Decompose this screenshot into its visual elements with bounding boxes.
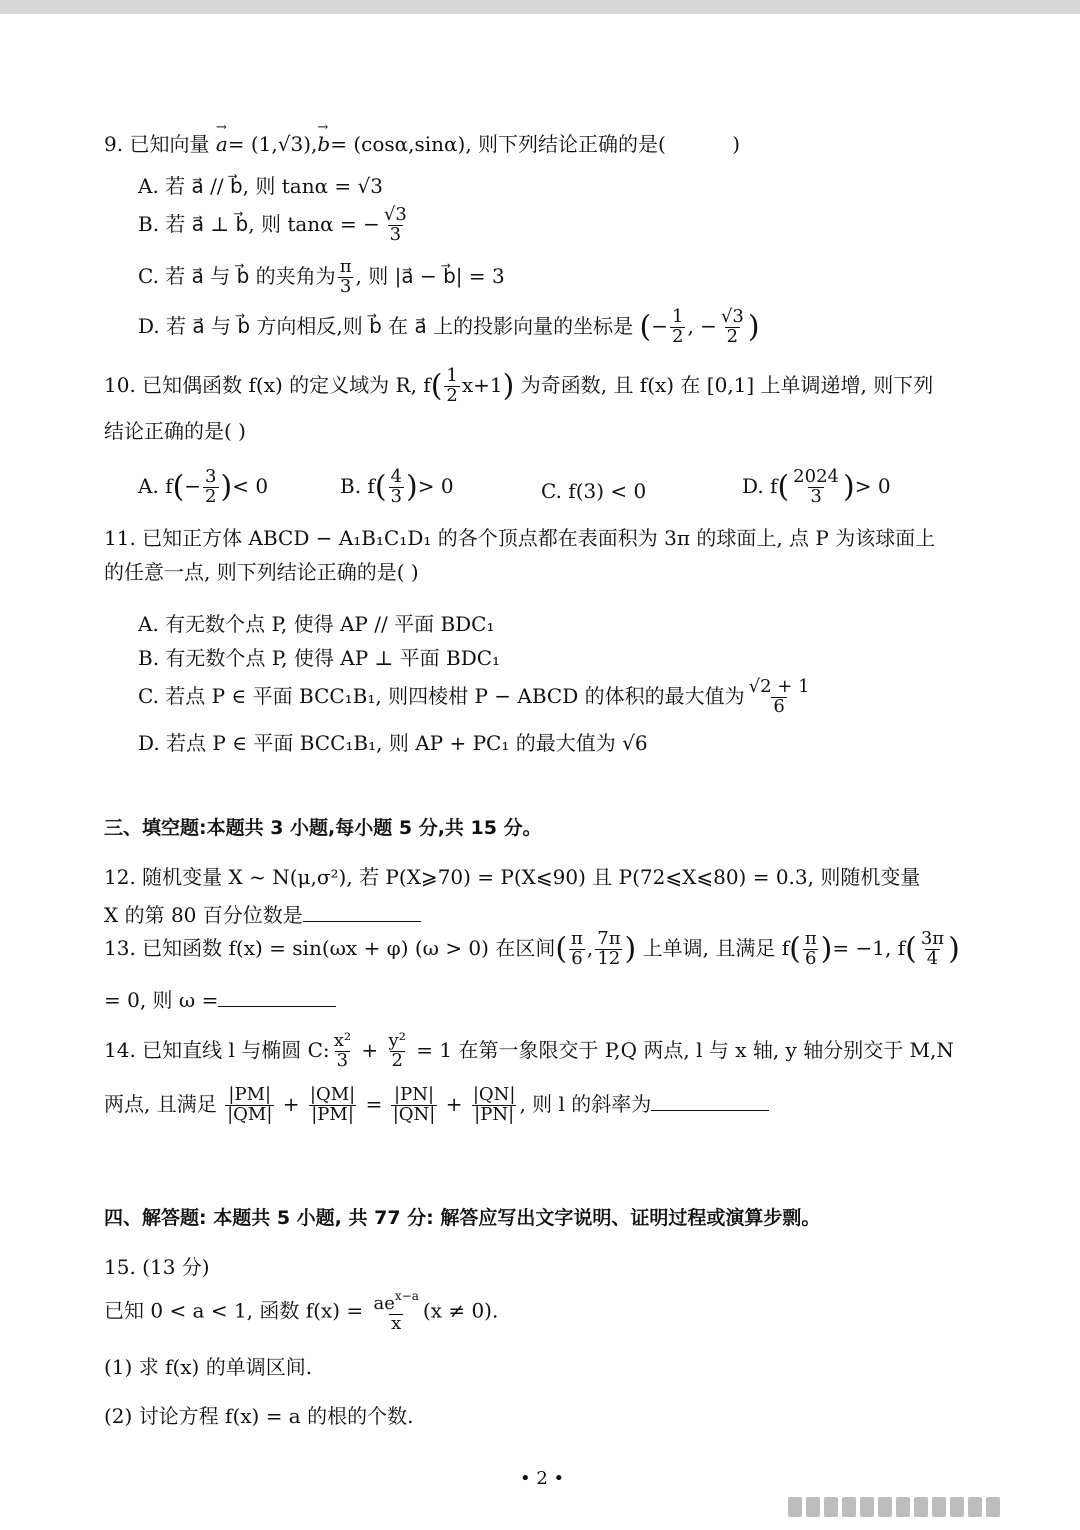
vector-a: → a: [216, 134, 228, 154]
q12-line2-text: X 的第 80 百分位数是: [104, 903, 303, 927]
q10-b-num: 4: [390, 466, 402, 487]
q13-stem-line2: [104, 986, 336, 1010]
q9-d-frac2: [719, 308, 746, 347]
q11-option-d: D. 若点 P ∈ 平面 BCC₁B₁, 则 AP + PC₁ 的最大值为 √6: [138, 731, 648, 755]
q9-c-fraction: [338, 258, 354, 297]
q10-option-d: D. f( $\frac{2024}{3}$ )> 0: [742, 466, 891, 507]
vector-b: → b: [317, 134, 330, 154]
q14-r4: [471, 1086, 518, 1125]
q14-r1-num: |PM|: [228, 1084, 272, 1105]
q9-stem-c: = (cosα,sinα), 则下列结论正确的是(: [330, 132, 666, 156]
q13-f1: [803, 930, 819, 969]
q15-frac: [372, 1290, 421, 1334]
q14-r2: [308, 1086, 357, 1125]
q9-stem-a: 9. 已知向量: [104, 132, 210, 156]
q14-r3: [391, 1086, 438, 1125]
q9-d-d1: 2: [672, 325, 684, 347]
q10-b-den: 3: [390, 485, 402, 507]
q13-mid: 上单调, 且满足 f: [642, 935, 790, 960]
q9-stem-b: = (1,√3),: [227, 132, 318, 156]
toolbar-tick-icon: [986, 1497, 1000, 1517]
q9-d-pre: D. 若 a⃗ 与 b⃗ 方向相反,则 b⃗ 在 a⃗ 上的投影向量的坐标是: [138, 313, 634, 338]
viewer-toolbar: [788, 1497, 1058, 1519]
q11-c-pre: C. 若点 P ∈ 平面 BCC₁B₁, 则四棱柑 P − ABCD 的体积的最大值为: [138, 683, 745, 708]
q10-a-post: < 0: [232, 473, 269, 498]
q10-half: [444, 367, 459, 406]
q14-pre: 14. 已知直线 l 与椭圆 C:: [104, 1037, 330, 1062]
q10-option-a: A. f(− $\frac{3}{2}$ )< 0: [138, 466, 269, 507]
q13-i1-den: 6: [571, 947, 583, 969]
q15-part-1: (1) 求 f(x) 的单调区间.: [104, 1355, 313, 1379]
q10-post: 为奇函数, 且 f(x) 在 [0,1] 上单调递增, 则下列: [520, 372, 934, 397]
q9-option-a: A. 若 a⃗ // b⃗, 则 tanα = √3: [138, 174, 384, 198]
q15-num: [372, 1290, 421, 1314]
q10-stem-line2: 结论正确的是( ): [104, 419, 246, 443]
toolbar-tick-icon: [914, 1497, 928, 1517]
q9-stem-d: ): [732, 132, 741, 156]
q14-r1: [225, 1086, 274, 1125]
top-border: [0, 0, 1080, 14]
q14-stem-line2: 两点, 且满足 $\frac{|PM|}{|QM|}$ + $\frac{|QM|}{|PM|}$ = $\frac{|PN|}{|QN|}$ + $\frac{|QN|}{|PN|}$ , 则 l 的斜率为: [104, 1086, 769, 1125]
q12-stem-line1: 12. 随机变量 X ~ N(μ,σ²), 若 P(X⩾70) = P(X⩽90) 且 P(72⩽X⩽80) = 0.3, 则随机变量: [104, 865, 921, 889]
q15-stem: [104, 1290, 498, 1334]
q14-e1: [332, 1032, 353, 1071]
q13-pre: 13. 已知函数 f(x) = sin(ωx + φ) (ω > 0) 在区间: [104, 935, 556, 960]
q15-num-text: ae: [373, 1293, 395, 1314]
q11-option-c: [138, 678, 814, 717]
toolbar-tick-icon: [824, 1497, 838, 1517]
toolbar-tick-icon: [806, 1497, 820, 1517]
q10-d-pre: D. f: [742, 473, 778, 498]
q13-i1-num: π: [571, 928, 583, 949]
toolbar-tick-icon: [932, 1497, 946, 1517]
q12-answer-blank[interactable]: [303, 901, 421, 922]
q9-b-pre: B. 若 a⃗ ⊥ b⃗, 则 tanα = −: [138, 211, 380, 236]
q14-line2-pre: 两点, 且满足: [104, 1091, 217, 1116]
q11-c-frac: [747, 678, 812, 717]
section-3-heading: 三、填空题:本题共 3 小题,每小题 5 分,共 15 分。: [104, 817, 542, 839]
toolbar-tick-icon: [878, 1497, 892, 1517]
q10-d-post: > 0: [854, 473, 891, 498]
q9-b-num: √3: [383, 204, 407, 225]
q13-i2-den: 12: [597, 947, 621, 969]
toolbar-tick-icon: [896, 1497, 910, 1517]
q13-i1: [569, 930, 585, 969]
q14-stem-line1: 14. 已知直线 l 与椭圆 C: $\frac{\text{x²}}{3}$ + $\frac{\text{y²}}{2}$ = 1 在第一象限交于 P,Q 两点, l 与 x 轴, y 轴分别交于 M,N: [104, 1030, 954, 1071]
toolbar-tick-icon: [788, 1497, 802, 1517]
q11-option-a: A. 有无数个点 P, 使得 AP // 平面 BDC₁: [138, 612, 495, 636]
q14-r2-num: |QM|: [309, 1084, 356, 1105]
q9-option-b: [138, 206, 411, 245]
q14-e2-num: y²: [388, 1030, 406, 1051]
q15-heading: 15. (13 分): [104, 1255, 210, 1279]
q9-option-d: D. 若 a⃗ 与 b⃗ 方向相反,则 b⃗ 在 a⃗ 上的投影向量的坐标是 (− $\frac{1}{2}$ , − $\frac{√3}{2}$ ): [138, 306, 760, 347]
q9-b-fraction: [382, 206, 409, 245]
toolbar-tick-icon: [860, 1497, 874, 1517]
q13-line2-text: = 0, 则 ω =: [104, 988, 219, 1012]
q11-stem-line2: 的任意一点, 则下列结论正确的是( ): [104, 560, 419, 584]
q14-line2-post: , 则 l 的斜率为: [519, 1091, 652, 1116]
q11-stem-line1: 11. 已知正方体 ABCD − A₁B₁C₁D₁ 的各个顶点都在表面积为 3π 的球面上, 点 P 为该球面上: [104, 526, 936, 550]
q15-post: (x ≠ 0).: [422, 1298, 499, 1323]
q13-mid2: = −1, f: [832, 935, 906, 960]
q10-a-den: 2: [205, 485, 217, 507]
q13-stem-line1: 13. 已知函数 f(x) = sin(ωx + φ) (ω > 0) 在区间( $\frac{\pi}{6}$ , $\frac{7\pi}{12}$ ) 上单调, 且满足 f( $\frac{\pi}{6}$ )= −1, f( $\frac{3\pi}{4}$ ): [104, 928, 960, 969]
q14-e1-den: 3: [336, 1049, 349, 1071]
q12-stem-line2: [104, 901, 421, 925]
q9-d-frac1: [670, 308, 685, 347]
q15-den: x: [391, 1312, 402, 1334]
q10-half-den: 2: [446, 384, 458, 406]
q9-option-c: [138, 258, 505, 297]
q13-f2-num: 3π: [920, 928, 945, 949]
q14-post: = 1 在第一象限交于 P,Q 两点, l 与 x 轴, y 轴分别交于 M,N: [416, 1037, 954, 1062]
q13-answer-blank[interactable]: [218, 986, 336, 1007]
q10-a-pre: A. f: [138, 473, 173, 498]
q9-d-n2: √3: [720, 306, 744, 327]
q10-d-frac: [791, 468, 841, 507]
q13-f2-den: 4: [926, 947, 939, 969]
q14-r3-num: |PN|: [394, 1084, 435, 1105]
q10-b-frac: [389, 468, 404, 507]
q10-b-pre: B. f: [340, 473, 375, 498]
q9-stem: [104, 134, 740, 154]
q15-part-2: (2) 讨论方程 f(x) = a 的根的个数.: [104, 1404, 414, 1428]
q9-d-d2: 2: [726, 325, 739, 347]
q10-pre: 10. 已知偶函数 f(x) 的定义域为 R, f: [104, 372, 431, 397]
q9-c-post: , 则 |a⃗ − b⃗| = 3: [355, 263, 505, 288]
q14-e1-num: x²: [333, 1030, 352, 1051]
q14-r3-den: |QN|: [392, 1103, 436, 1125]
section-4-heading: 四、解答题: 本题共 5 小题, 共 77 分: 解答应写出文字说明、证明过程或演算步剽。: [104, 1207, 821, 1229]
q13-f1-num: π: [804, 928, 817, 949]
q10-option-b: B. f( $\frac{4}{3}$ )> 0: [340, 466, 454, 507]
q10-a-frac: [203, 468, 218, 507]
q9-d-n1: 1: [672, 306, 684, 327]
q10-b-post: > 0: [417, 473, 454, 498]
q11-c-num: √2 + 1: [748, 676, 810, 697]
q14-r4-num: |QN|: [472, 1084, 516, 1105]
q11-option-b: B. 有无数个点 P, 使得 AP ⊥ 平面 BDC₁: [138, 646, 501, 670]
q14-answer-blank[interactable]: [651, 1090, 769, 1111]
q10-option-c: C. f(3) < 0: [541, 479, 647, 503]
q9-c-num: π: [339, 256, 352, 277]
q10-stem-line1: 10. 已知偶函数 f(x) 的定义域为 R, f( $\frac{1}{2}$ x+1) 为奇函数, 且 f(x) 在 [0,1] 上单调递增, 则下列: [104, 365, 934, 406]
q10-mid: x+1: [461, 372, 503, 397]
q13-i2: [595, 930, 622, 969]
q13-f2: [919, 930, 946, 969]
q9-c-pre: C. 若 a⃗ 与 b⃗ 的夹角为: [138, 263, 336, 288]
page-number: • 2 •: [520, 1468, 565, 1489]
q14-r4-den: |PN|: [474, 1103, 515, 1125]
q13-i2-num: 7π: [597, 928, 621, 949]
toolbar-tick-icon: [950, 1497, 964, 1517]
q10-half-num: 1: [446, 365, 458, 386]
q14-r2-den: |PM|: [311, 1103, 354, 1125]
toolbar-tick-icon: [842, 1497, 856, 1517]
q9-c-den: 3: [339, 275, 352, 297]
q14-e2: [387, 1032, 408, 1071]
q10-a-num: 3: [205, 466, 217, 487]
q9-b-den: 3: [389, 223, 402, 245]
q13-f1-den: 6: [805, 947, 817, 969]
toolbar-tick-icon: [968, 1497, 982, 1517]
q10-d-den: 3: [810, 485, 822, 507]
q14-r1-den: |QM|: [227, 1103, 273, 1125]
q15-pre: 已知 0 < a < 1, 函数 f(x) =: [104, 1298, 364, 1323]
q11-c-den: 6: [773, 695, 785, 717]
q15-num-sup: x−a: [394, 1289, 419, 1303]
q14-e2-den: 2: [391, 1049, 403, 1071]
q10-d-num: 2024: [793, 466, 839, 487]
